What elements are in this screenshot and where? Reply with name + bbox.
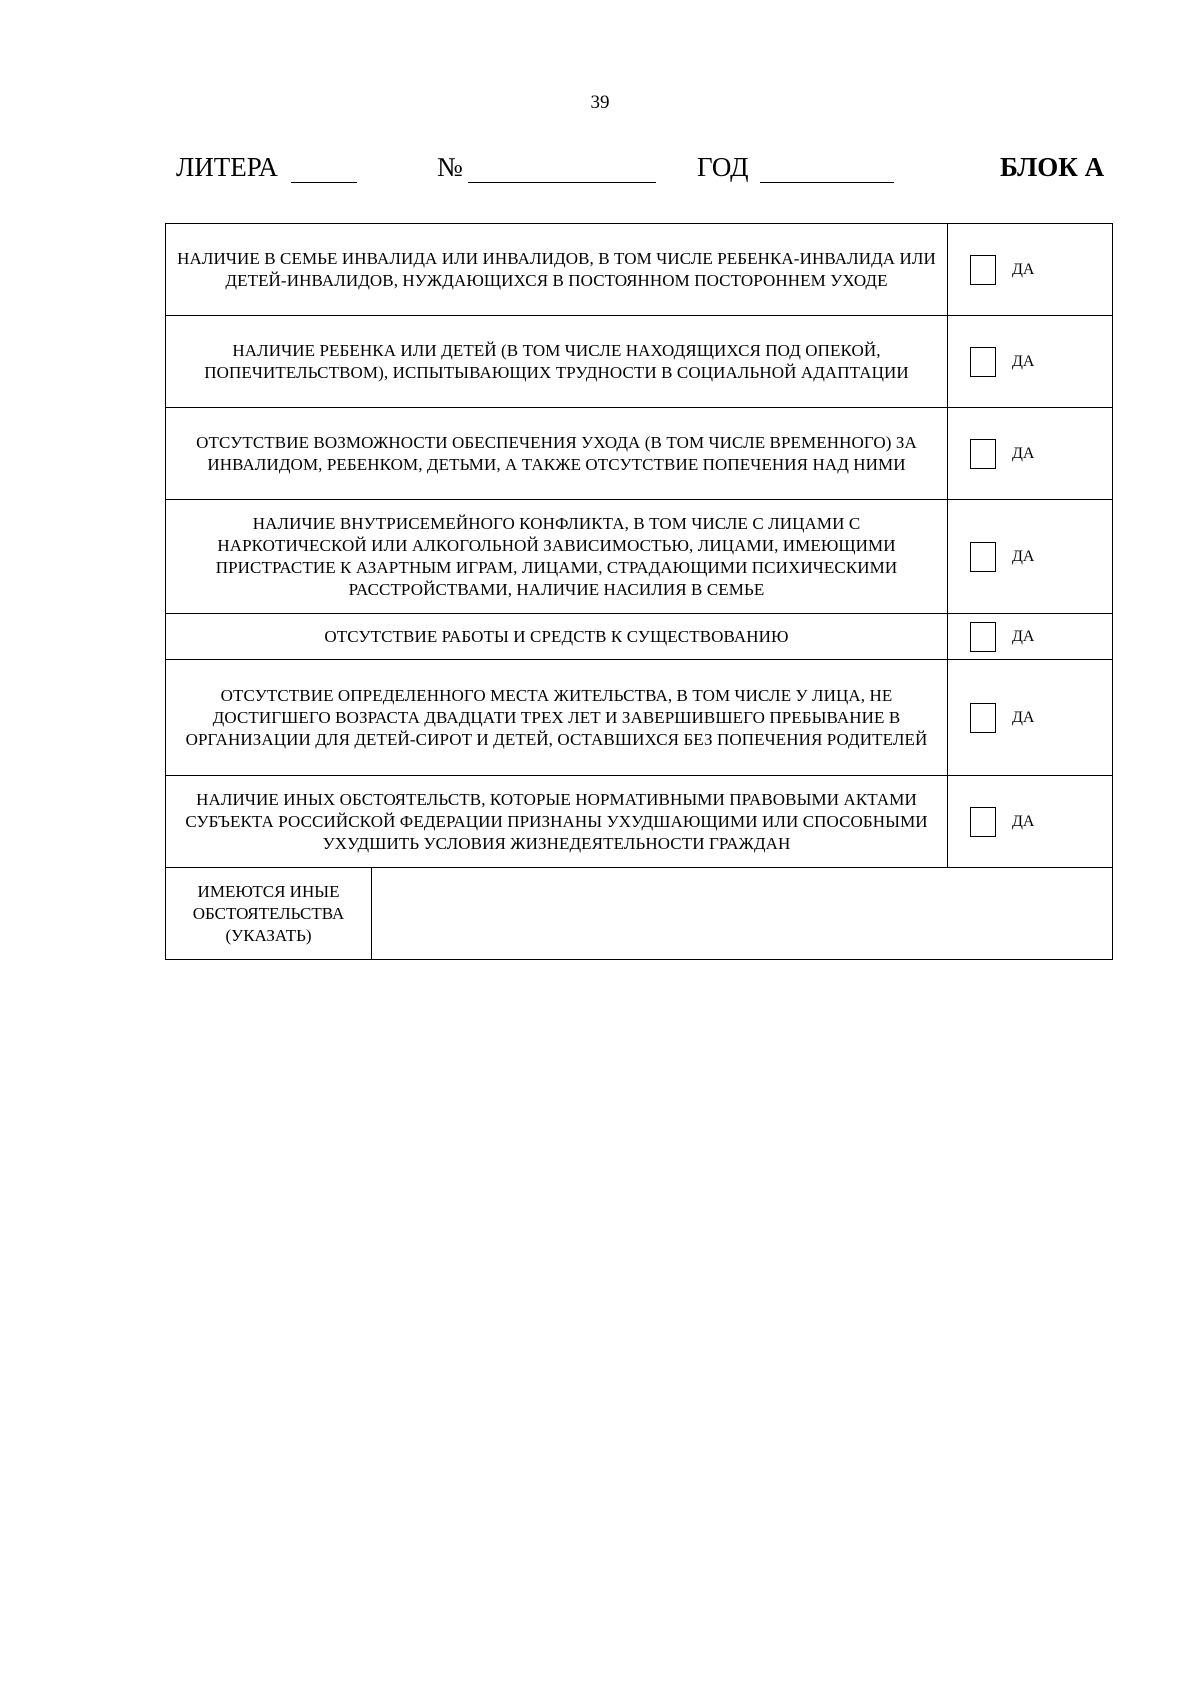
yes-label: ДА <box>1012 627 1035 645</box>
yes-checkbox[interactable] <box>970 439 996 469</box>
yes-checkbox[interactable] <box>970 255 996 285</box>
form-header <box>0 152 1200 192</box>
yes-label: ДА <box>1012 352 1035 370</box>
answer-cell <box>948 408 1113 500</box>
criteria-row <box>166 224 1113 316</box>
criteria-text: НАЛИЧИЕ ИНЫХ ОБСТОЯТЕЛЬСТВ, КОТОРЫЕ НОРМАТИВНЫМИ ПРАВОВЫМИ АКТАМИ СУБЪЕКТА РОССИЙСКОЙ ФЕДЕРАЦИИ ПРИЗНАНЫ УХУДШАЮЩИМИ ИЛИ СПОСОБНЫМИ УХУДШИТЬ УСЛОВИЯ ЖИЗНЕДЕЯТЕЛЬНОСТИ ГРАЖДАН <box>166 776 948 868</box>
answer-cell <box>948 316 1113 408</box>
criteria-row <box>166 500 1113 614</box>
other-row <box>166 868 1113 960</box>
criteria-text: НАЛИЧИЕ ВНУТРИСЕМЕЙНОГО КОНФЛИКТА, В ТОМ ЧИСЛЕ С ЛИЦАМИ С НАРКОТИЧЕСКОЙ ИЛИ АЛКОГОЛЬНОЙ ЗАВИСИМОСТЬЮ, ЛИЦАМИ, ИМЕЮЩИМИ ПРИСТРАСТИЕ К АЗАРТНЫМ ИГРАМ, ЛИЦАМИ, СТРАДАЮЩИМИ ПСИХИЧЕСКИМИ РАССТРОЙСТВАМИ, НАЛИЧИЕ НАСИЛИЯ В СЕМЬЕ <box>166 500 948 614</box>
answer-cell <box>948 500 1113 614</box>
yes-checkbox[interactable] <box>970 807 996 837</box>
criteria-table <box>165 223 1113 960</box>
yes-label: ДА <box>1012 547 1035 565</box>
yes-label: ДА <box>1012 708 1035 726</box>
criteria-row <box>166 408 1113 500</box>
block-label: БЛОК А <box>1000 152 1105 182</box>
answer-cell <box>948 776 1113 868</box>
number-field[interactable] <box>468 182 656 183</box>
litera-label: ЛИТЕРА <box>176 152 278 182</box>
yes-checkbox[interactable] <box>970 703 996 733</box>
criteria-text: ОТСУТСТВИЕ РАБОТЫ И СРЕДСТВ К СУЩЕСТВОВАНИЮ <box>166 614 948 660</box>
criteria-row <box>166 660 1113 776</box>
criteria-text: ОТСУТСТВИЕ ОПРЕДЕЛЕННОГО МЕСТА ЖИТЕЛЬСТВА, В ТОМ ЧИСЛЕ У ЛИЦА, НЕ ДОСТИГШЕГО ВОЗРАСТА ДВАДЦАТИ ТРЕХ ЛЕТ И ЗАВЕРШИВШЕГО ПРЕБЫВАНИЕ В ОРГАНИЗАЦИИ ДЛЯ ДЕТЕЙ-СИРОТ И ДЕТЕЙ, ОСТАВШИХСЯ БЕЗ ПОПЕЧЕНИЯ РОДИТЕЛЕЙ <box>166 660 948 776</box>
yes-checkbox[interactable] <box>970 347 996 377</box>
criteria-row <box>166 316 1113 408</box>
year-field[interactable] <box>760 182 894 183</box>
answer-cell <box>948 614 1113 660</box>
criteria-text: НАЛИЧИЕ РЕБЕНКА ИЛИ ДЕТЕЙ (В ТОМ ЧИСЛЕ НАХОДЯЩИХСЯ ПОД ОПЕКОЙ, ПОПЕЧИТЕЛЬСТВОМ), ИСПЫТЫВАЮЩИХ ТРУДНОСТИ В СОЦИАЛЬНОЙ АДАПТАЦИИ <box>166 316 948 408</box>
criteria-text: ОТСУТСТВИЕ ВОЗМОЖНОСТИ ОБЕСПЕЧЕНИЯ УХОДА (В ТОМ ЧИСЛЕ ВРЕМЕННОГО) ЗА ИНВАЛИДОМ, РЕБЕНКОМ, ДЕТЬМИ, А ТАКЖЕ ОТСУТСТВИЕ ПОПЕЧЕНИЯ НАД НИМИ <box>166 408 948 500</box>
page-number: 39 <box>590 92 610 113</box>
criteria-text: НАЛИЧИЕ В СЕМЬЕ ИНВАЛИДА ИЛИ ИНВАЛИДОВ, В ТОМ ЧИСЛЕ РЕБЕНКА-ИНВАЛИДА ИЛИ ДЕТЕЙ-ИНВАЛИДОВ, НУЖДАЮЩИХСЯ В ПОСТОЯННОМ ПОСТОРОННЕМ УХОДЕ <box>166 224 948 316</box>
criteria-row <box>166 614 1113 660</box>
yes-label: ДА <box>1012 260 1035 278</box>
criteria-row <box>166 776 1113 868</box>
number-label: № <box>437 152 463 182</box>
year-label: ГОД <box>697 152 749 182</box>
yes-checkbox[interactable] <box>970 622 996 652</box>
other-circumstances-field[interactable] <box>372 868 1113 960</box>
answer-cell <box>948 660 1113 776</box>
litera-field[interactable] <box>291 182 357 183</box>
yes-label: ДА <box>1012 812 1035 830</box>
yes-label: ДА <box>1012 444 1035 462</box>
other-circumstances-label: ИМЕЮТСЯ ИНЫЕ ОБСТОЯТЕЛЬСТВА (УКАЗАТЬ) <box>166 868 372 960</box>
yes-checkbox[interactable] <box>970 542 996 572</box>
answer-cell <box>948 224 1113 316</box>
